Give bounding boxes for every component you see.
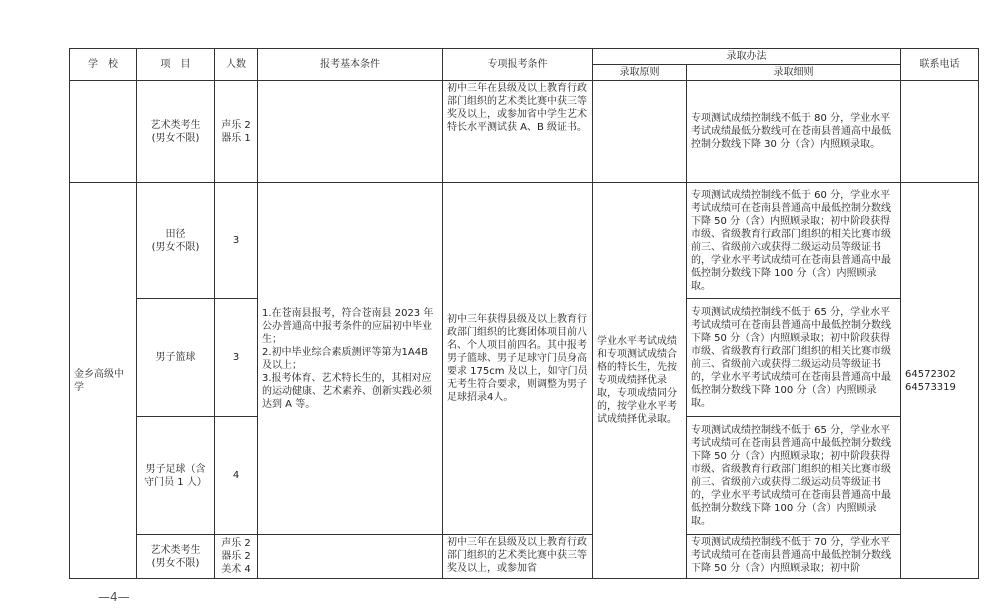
header-detail: 录取细则 <box>687 65 901 81</box>
header-principle: 录取原则 <box>593 65 687 81</box>
phone-numbers: 64572302 64573319 <box>905 368 956 393</box>
header-phone: 联系电话 <box>901 49 979 81</box>
special-art-bottom: 初中三年在县级及以上教育行政部门组织的艺术类比赛中获三等奖及以上，或参加省 <box>443 535 593 579</box>
detail-art-top: 专项测试成绩控制线不低于 80 分，学业水平考试成绩最低分数线可在苍南县普通高中最低控制分数线下降 30 分（含）内照顾录取。 <box>687 81 901 183</box>
basic-cell-empty <box>258 81 443 183</box>
team-special-conditions: 初中三年获得县级及以上教育行政部门组织的比赛团体项目前八名、个人项目前四名。其中报考男子篮球、男子足球守门员身高要求 175cm 及以上，如守门员无考生符合要求，则调整为男子足球招录4人。 <box>443 183 593 535</box>
page-number: —4— <box>98 590 130 604</box>
count-track: 3 <box>215 183 258 299</box>
header-admission-method: 录取办法 <box>593 49 901 65</box>
count-art-top: 声乐 2 器乐 1 <box>221 119 251 144</box>
header-basic-conditions: 报考基本条件 <box>258 49 443 81</box>
project-basketball: 男子篮球 <box>137 299 215 417</box>
school-cell-empty <box>70 81 137 183</box>
project-art-top: 艺术类考生 (男女不限) <box>150 119 201 144</box>
basic-cell-empty <box>258 535 443 579</box>
project-football: 男子足球（含守门员 1 人） <box>137 417 215 535</box>
project-art-bottom: 艺术类考生 (男女不限) <box>150 544 201 569</box>
detail-football: 专项测试成绩控制线不低于 65 分，学业水平考试成绩可在苍南县普通高中最低控制分数线下降 50 分（含）内照顾录取；初中阶段获得市级、省级教育行政部门组织的相关比赛市级前三、省级前六或获得二级运动员等级证书的，学业水平考试成绩可在苍南县普通高中最低控制分数线下降 100 分（含）内照顾录取。 <box>687 417 901 535</box>
table-row <box>70 183 979 299</box>
project-track: 田径 (男女不限) <box>151 228 200 253</box>
special-art-top: 初中三年在县级及以上教育行政部门组织的艺术类比赛中获三等奖及以上，或参加省中学生艺术特长水平测试获 A、B 级证书。 <box>443 81 593 183</box>
header-special-conditions: 专项报考条件 <box>443 49 593 81</box>
school-name: 金乡高级中学 <box>74 368 124 393</box>
detail-art-bottom: 专项测试成绩控制线不低于 70 分，学业水平考试成绩可在苍南县普通高中最低控制分数线下降 50 分（含）内照顾录取；初中阶 <box>687 535 901 579</box>
detail-basketball: 专项测试成绩控制线不低于 65 分，学业水平考试成绩可在苍南县普通高中最低控制分数线下降 50 分（含）内照顾录取；初中阶段获得市级、省级教育行政部门组织的相关比赛市级前三、省级前六或获得二级运动员等级证书的，学业水平考试成绩可在苍南县普通高中最低控制分数线下降 100 分（含）内照顾录取。 <box>687 299 901 417</box>
principle-cell-empty <box>593 81 687 183</box>
header-project: 项 目 <box>137 49 215 81</box>
phone-cell-empty <box>901 81 979 183</box>
admission-table <box>69 48 979 579</box>
admission-principle: 学业水平考试成绩和专项测试成绩合格的特长生，先按专项成绩择优录取，专项成绩同分的，按学业水平考试成绩择优录取。 <box>593 183 687 579</box>
table-row <box>70 81 979 183</box>
detail-track: 专项测试成绩控制线不低于 60 分，学业水平考试成绩可在苍南县普通高中最低控制分数线下降 50 分（含）内照顾录取；初中阶段获得市级、省级教育行政部门组织的相关比赛市级前三、省级前六或获得二级运动员等级证书的，学业水平考试成绩可在苍南县普通高中最低控制分数线下降 100 分（含）内照顾录取。 <box>687 183 901 299</box>
header-count: 人数 <box>215 49 258 81</box>
table-row <box>70 535 979 579</box>
header-row <box>70 49 979 65</box>
count-art-bottom: 声乐 2 器乐 2 美术 4 <box>221 538 251 575</box>
header-school: 学 校 <box>70 49 137 81</box>
basic-conditions: 1.在苍南县报考，符合苍南县 2023 年公办普通高中报考条件的应届初中毕业生； 2.初中毕业综合素质测评等第为1A4B 及以上； 3.报考体育、艺术特长生的，其相对应的运动健康、艺术素养、创新实践必须达到 A 等。 <box>262 307 434 410</box>
count-basketball: 3 <box>215 299 258 417</box>
count-football: 4 <box>215 417 258 535</box>
